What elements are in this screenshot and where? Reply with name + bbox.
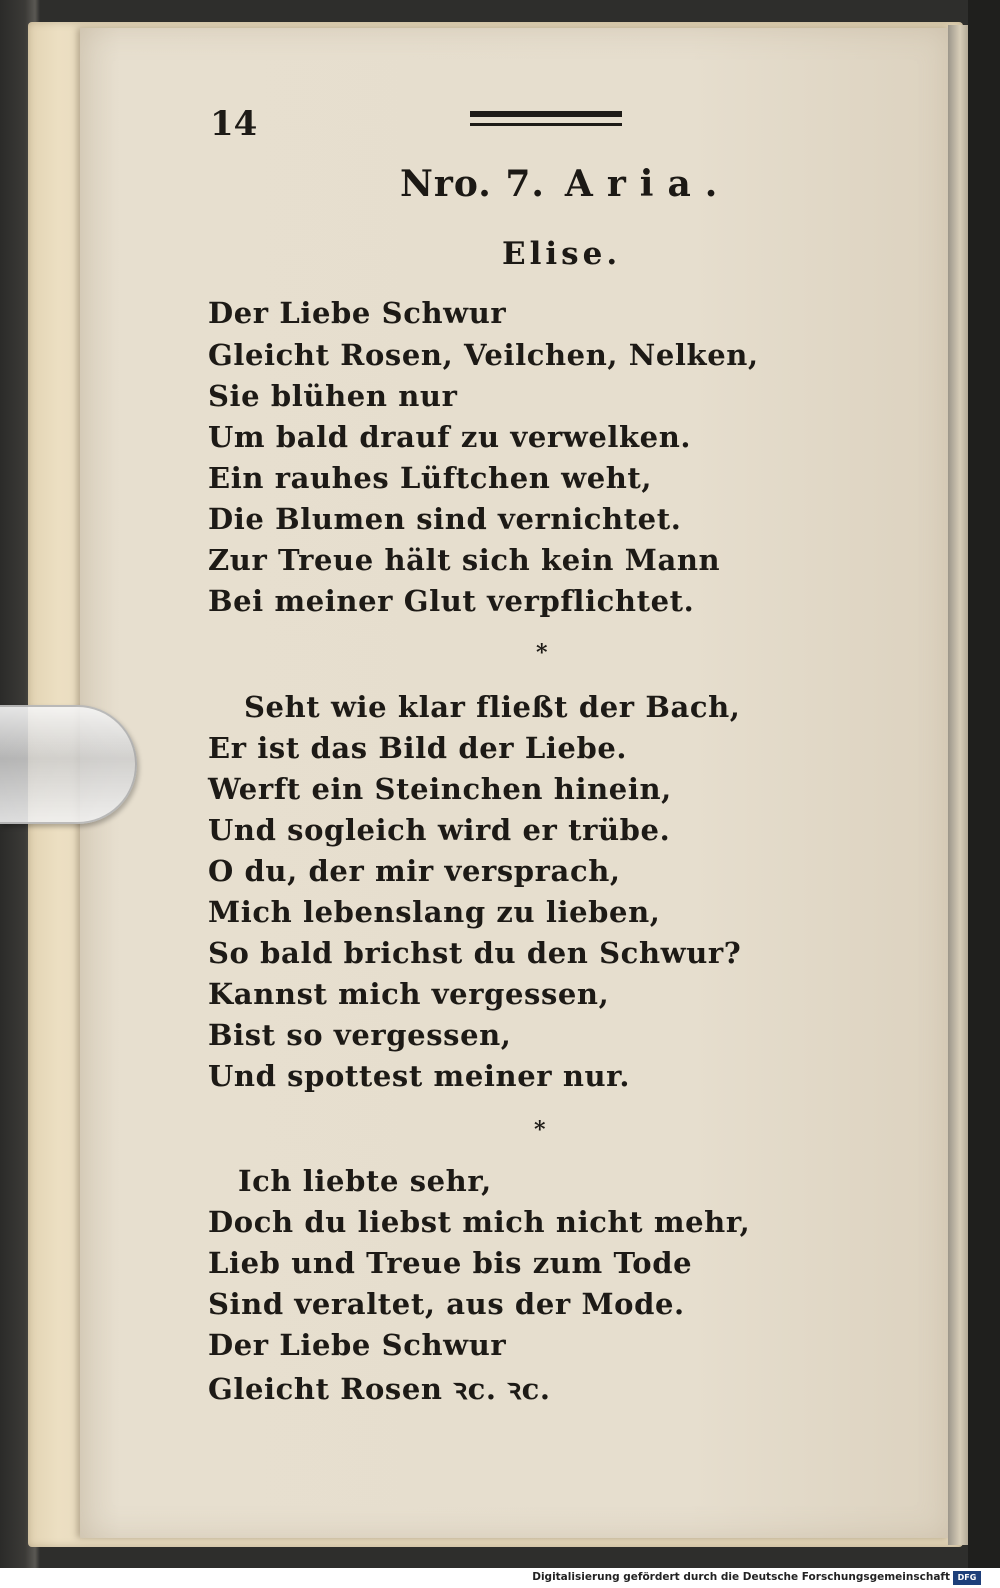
aria-number: Nro. 7. xyxy=(400,163,545,205)
character-name: Elise. xyxy=(502,236,622,272)
verse-line: Er ist das Bild der Liebe. xyxy=(208,731,628,765)
verse-line: Bist so vergessen, xyxy=(208,1018,512,1052)
verse-line: Seht wie klar fließt der Bach, xyxy=(244,690,741,724)
verse-line: So bald brichst du den Schwur? xyxy=(208,936,742,970)
dfg-logo-icon: DFG xyxy=(953,1571,981,1585)
verse-line: Doch du liebst mich nicht mehr, xyxy=(208,1205,751,1239)
verse-line: O du, der mir versprach, xyxy=(208,854,621,888)
verse-line: Die Blumen sind vernichtet. xyxy=(208,502,682,536)
verse-line: Gleicht Rosen, Veilchen, Nelken, xyxy=(208,338,759,372)
verse-line: Zur Treue hält sich kein Mann xyxy=(208,543,721,577)
verse-line: Der Liebe Schwur xyxy=(208,1328,507,1362)
verse-line: Um bald drauf zu verwelken. xyxy=(208,420,692,454)
verse-line: Und sogleich wird er trübe. xyxy=(208,813,671,847)
page-number: 14 xyxy=(210,104,258,144)
verse-line: Gleicht Rosen ꝛc. ꝛc. xyxy=(208,1372,551,1406)
header-rule-thin xyxy=(470,123,622,126)
page-clip xyxy=(0,705,137,824)
verse-line: Werft ein Steinchen hinein, xyxy=(208,772,672,806)
verse-line: Der Liebe Schwur xyxy=(208,296,507,330)
verse-line: Lieb und Treue bis zum Tode xyxy=(208,1246,693,1280)
verse-line: Sie blühen nur xyxy=(208,379,458,413)
verse-line: Bei meiner Glut verpflichtet. xyxy=(208,584,695,618)
verse-line: Mich lebenslang zu lieben, xyxy=(208,895,661,929)
right-page-edge xyxy=(948,25,968,1545)
digitization-credit: Digitalisierung gefördert durch die Deutsche Forschungsgemeinschaft xyxy=(532,1571,950,1583)
aria-word: Aria. xyxy=(564,163,732,205)
stanza-separator: * xyxy=(536,640,548,666)
aria-heading xyxy=(400,163,731,205)
scanner-border xyxy=(968,0,1000,1568)
stanza-separator: * xyxy=(534,1117,546,1143)
verse-line: Ich liebte sehr, xyxy=(238,1164,492,1198)
header-rule-thick xyxy=(470,111,622,117)
verse-line: Und spottest meiner nur. xyxy=(208,1059,631,1093)
verse-line: Kannst mich vergessen, xyxy=(208,977,610,1011)
verse-line: Sind veraltet, aus der Mode. xyxy=(208,1287,685,1321)
verse-line: Ein rauhes Lüftchen weht, xyxy=(208,461,653,495)
